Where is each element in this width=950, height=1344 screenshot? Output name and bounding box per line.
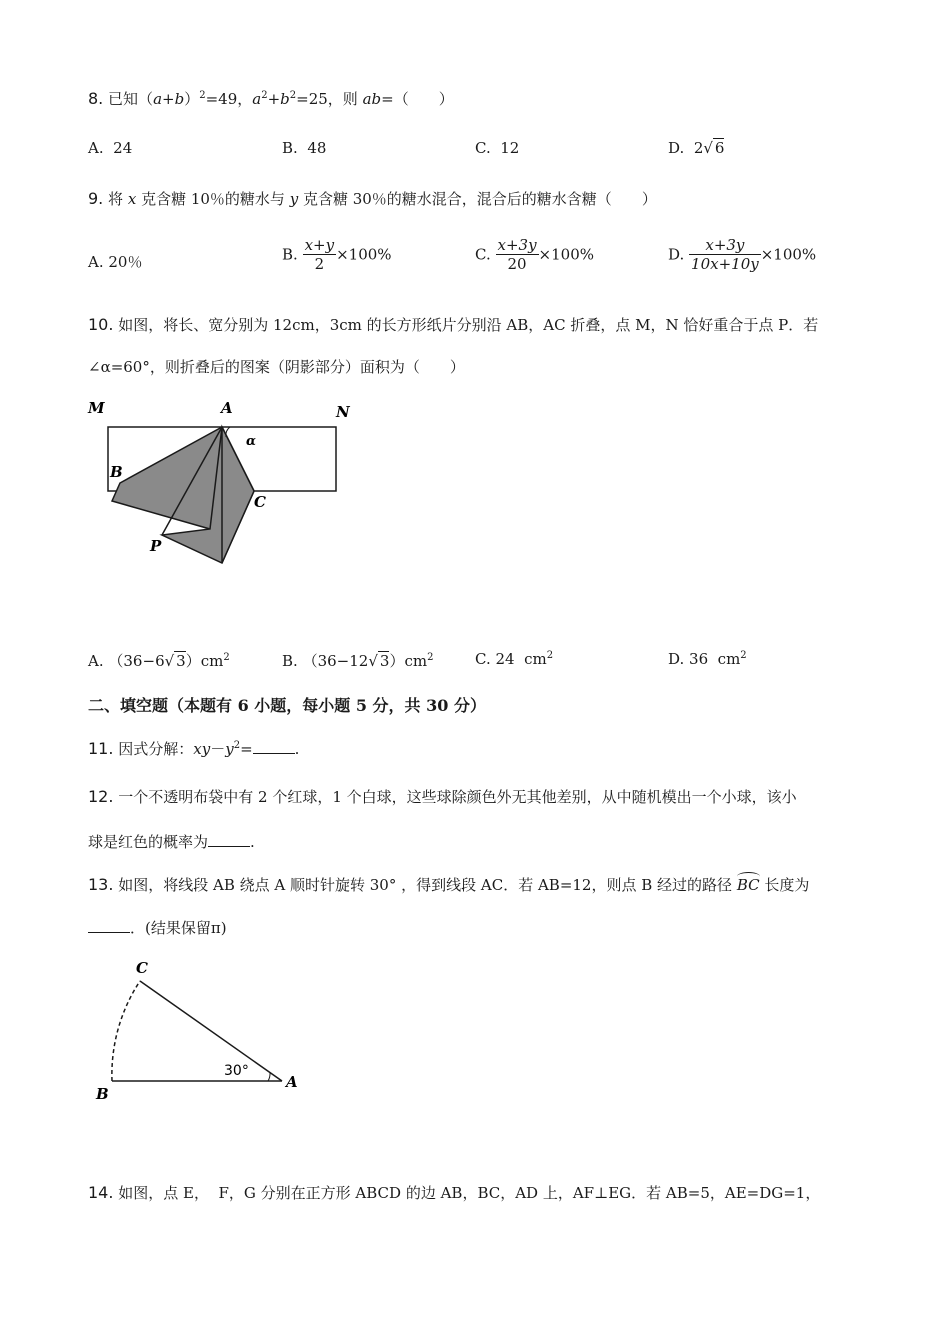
q8-text: 已知（ — [108, 90, 154, 108]
question-10-line1 — [88, 314, 818, 335]
q8-var-b: b — [174, 90, 185, 108]
question-number: 13. — [88, 875, 114, 894]
q12-end: . — [250, 833, 255, 851]
question-number: 11. — [88, 739, 114, 758]
option-label: B. — [282, 245, 298, 264]
q13-text-2: ．(结果保留π) — [130, 919, 227, 937]
label-m: M — [88, 399, 105, 417]
option-suffix: ×100% — [760, 245, 817, 264]
q9-text-mid: 克含糖 10％的糖水与 — [136, 190, 290, 208]
question-number: 9. — [88, 189, 104, 208]
fraction-numerator: x+3y — [497, 236, 537, 254]
q9-text: 将 — [108, 190, 128, 208]
question-12-line1 — [88, 786, 797, 807]
q8-eq2: =25，则 — [296, 90, 363, 108]
q10-option-b: B. （36−12√ $3)cm^2$ — [282, 652, 434, 670]
question-11 — [88, 738, 299, 759]
fraction-denominator: 20 — [507, 255, 527, 273]
angle-arc — [268, 1073, 270, 1081]
fraction-numerator: x+y — [304, 236, 335, 254]
arc-bc-symbol: BC — [736, 876, 760, 894]
option-label: A. — [88, 253, 104, 271]
sqrt-radicand: 3 — [176, 652, 186, 670]
answer-blank[interactable] — [208, 834, 250, 847]
answer-blank[interactable] — [88, 920, 130, 933]
option-label: C. — [475, 650, 491, 668]
option-value: 48 — [307, 139, 327, 157]
unit-exponent: 2 — [223, 652, 230, 663]
q8-option-c — [475, 139, 519, 157]
q11-end: . — [294, 740, 300, 758]
q9-var-x: x — [127, 190, 137, 208]
label-b: B — [110, 463, 123, 481]
q11-exponent: 2 — [233, 740, 241, 751]
label-c: C — [254, 493, 266, 511]
option-value: 12 — [500, 139, 520, 157]
option-value: 36 cm — [689, 650, 741, 668]
q8-option-d: D. 2√ 6 — [668, 139, 725, 157]
q8-exp: 2 — [199, 90, 206, 101]
q8-var-b2: b — [280, 90, 290, 108]
option-label: C. — [475, 245, 491, 264]
sqrt-coef: 2 — [693, 139, 704, 157]
unit-exponent: 2 — [740, 650, 747, 661]
option-label: A. — [88, 652, 104, 670]
fraction-denominator: 10x+10y — [691, 255, 759, 273]
q8-var-a2: a — [252, 90, 262, 108]
question-14 — [88, 1182, 820, 1203]
q14-text: 如图，点 E， F，G 分别在正方形 ABCD 的边 AB，BC，AD 上，AF⊥EG．若 AB=5，AE=DG=1， — [118, 1184, 821, 1202]
fraction — [689, 236, 761, 273]
q13-text-tail: 长度为 — [764, 876, 810, 894]
sqrt-radicand: 3 — [379, 652, 390, 670]
q9-var-y: y — [289, 190, 299, 208]
option-unit: ）cm — [389, 652, 428, 670]
question-number: 10. — [88, 315, 114, 334]
option-suffix: ×100% — [336, 245, 392, 264]
q12-text: 一个不透明布袋中有 2 个红球，1 个白球，这些球除颜色外无其他差别，从中随机模出一个小球，该小 — [118, 788, 797, 806]
q8-option-b — [282, 139, 326, 157]
q9-option-a — [88, 251, 142, 272]
segment-ac — [140, 981, 282, 1081]
option-pre: （36 — [108, 652, 143, 670]
unit-exponent: 2 — [546, 650, 554, 661]
q11-minus: － — [210, 740, 226, 758]
label-p: P — [150, 537, 162, 555]
q8-plus2: + — [267, 90, 281, 108]
option-label: B. — [282, 139, 298, 157]
option-label: D. — [668, 650, 685, 668]
section-heading: 二、填空题（本题有 6 小题，每小题 5 分，共 30 分） — [88, 696, 486, 715]
q9-text-end: 克含糖 30％的糖水混合，混合后的糖水含糖（ ） — [298, 190, 657, 208]
q9-option-d — [668, 236, 816, 273]
answer-blank[interactable] — [253, 741, 295, 754]
q10-text-2: ∠α=60°，则折叠后的图案（阴影部分）面积为（ ） — [88, 358, 465, 376]
question-number: 12. — [88, 787, 114, 806]
q8-paren: ） — [184, 90, 200, 108]
q11-expr-y: y — [225, 740, 234, 758]
label-b: B — [96, 1085, 109, 1103]
fraction — [496, 236, 539, 273]
option-minus: − — [142, 652, 156, 670]
option-label: B. — [282, 652, 298, 670]
option-minus: − — [336, 652, 350, 670]
question-9 — [88, 188, 657, 209]
q10-figure — [80, 395, 380, 575]
option-label: C. — [475, 139, 491, 157]
label-a: A — [286, 1073, 298, 1091]
arc-bc — [112, 981, 140, 1081]
question-12-line2 — [88, 831, 255, 852]
q8-option-a — [88, 139, 132, 157]
fraction-denominator: 2 — [314, 255, 325, 273]
fraction — [303, 236, 337, 273]
option-label: D. — [668, 245, 685, 264]
q9-option-c — [475, 236, 594, 273]
sqrt-coef: 12 — [349, 652, 369, 670]
option-value: 24 — [113, 139, 133, 157]
question-number: 8. — [88, 89, 104, 108]
q10-option-d — [668, 650, 747, 668]
q8-plus: + — [162, 90, 175, 108]
q9-option-b — [282, 236, 392, 273]
label-n: N — [336, 403, 350, 421]
q8-var-ab: ab — [362, 90, 382, 108]
angle-label: 30° — [224, 1063, 249, 1079]
option-label: A. — [88, 139, 104, 157]
question-13-line2 — [88, 917, 227, 938]
label-c: C — [136, 959, 148, 977]
sqrt-radicand: 6 — [714, 139, 725, 157]
option-unit: ）cm — [185, 652, 224, 670]
question-number: 14. — [88, 1183, 114, 1202]
unit-exponent: 2 — [427, 652, 434, 663]
q10-option-a: A. （36−6√ $3)cm^2$ — [88, 652, 230, 670]
question-13-line1 — [88, 874, 809, 895]
question-10-line2 — [88, 356, 465, 377]
q8-exp3: 2 — [289, 90, 297, 101]
q8-answer-paren: =（ ） — [381, 90, 454, 108]
q13-figure — [88, 955, 308, 1105]
label-alpha: α — [246, 434, 257, 449]
label-a: A — [221, 399, 233, 417]
q13-text: 如图，将线段 AB 绕点 A 顺时针旋转 30° ，得到线段 AC．若 AB=12，则点 B 经过的路径 — [118, 876, 733, 894]
option-pre: （36 — [302, 652, 337, 670]
fraction-numerator: x+3y — [689, 236, 761, 255]
q11-equals: = — [240, 740, 253, 758]
q10-text: 如图，将长、宽分别为 12cm，3cm 的长方形纸片分别沿 AB，AC 折叠，点 M，N 恰好重合于点 P．若 — [118, 316, 819, 334]
q11-expr-xy: xy — [193, 740, 211, 758]
q12-text-2: 球是红色的概率为 — [88, 833, 209, 851]
option-value: 24 cm — [495, 650, 547, 668]
q8-eq1: =49， — [205, 90, 253, 108]
q8-var-a: a — [153, 90, 163, 108]
option-suffix: ×100% — [538, 245, 594, 264]
q10-option-c — [475, 650, 553, 668]
q8-exp2: 2 — [261, 90, 268, 101]
option-label: D. — [668, 139, 685, 157]
sqrt-coef: 6 — [155, 652, 165, 670]
q11-text: 因式分解： — [118, 740, 194, 758]
question-8 — [88, 88, 454, 109]
option-value: 20％ — [108, 253, 143, 271]
